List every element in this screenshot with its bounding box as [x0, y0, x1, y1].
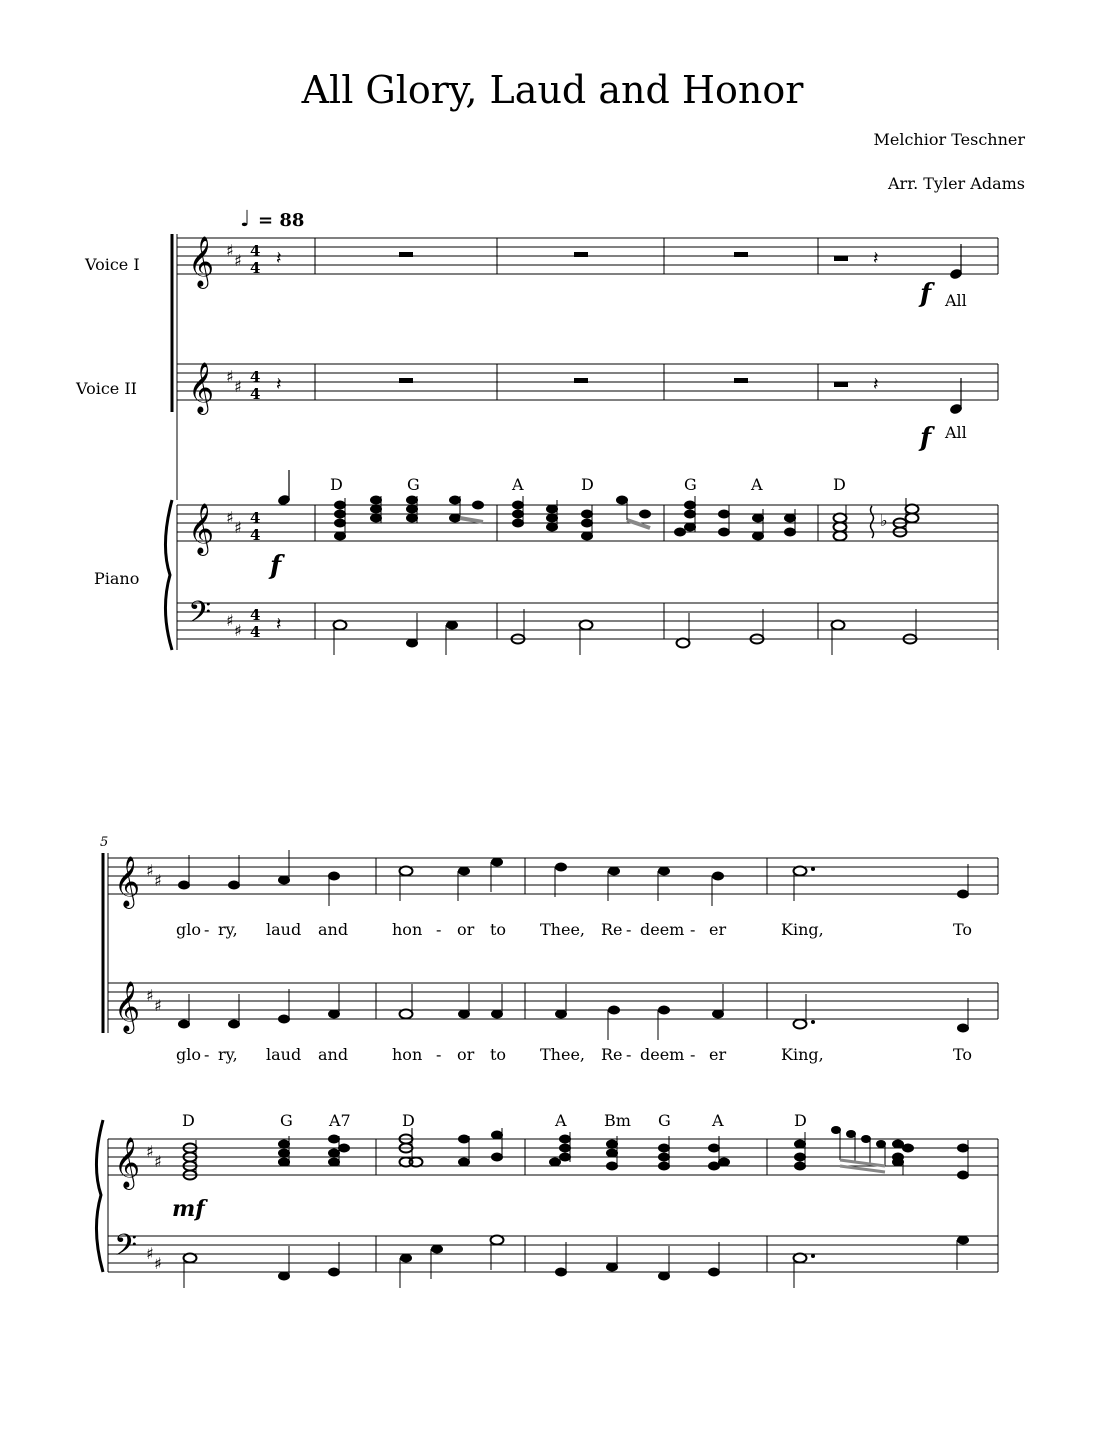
lyric-syllable: Thee, — [540, 920, 585, 939]
chord-symbol: A — [555, 1111, 567, 1130]
quarter-rest-icon: 𝄽 — [276, 374, 282, 395]
dynamic-forte: f — [270, 551, 282, 581]
lyrics-voice1 — [176, 920, 972, 939]
chord-stack — [606, 1136, 618, 1171]
time-sig-top: 4 — [250, 509, 261, 527]
treble-clef-icon: 𝄞 — [114, 856, 141, 907]
time-sig-top: 4 — [250, 606, 261, 624]
lyric-syllable: To — [953, 920, 973, 939]
lyric-syllable: er — [709, 1045, 727, 1064]
chord-symbol: G — [280, 1111, 293, 1130]
system-1 — [165, 234, 998, 655]
lyric-syllable: To — [953, 1045, 973, 1064]
quarter-rest-icon: 𝄽 — [276, 248, 282, 269]
half-rest-icon — [834, 382, 848, 387]
chord-symbol: A — [512, 475, 524, 494]
sharp-icon: ♯ — [154, 1254, 162, 1273]
dynamic-forte: f — [920, 423, 932, 453]
chord-stack — [184, 1140, 197, 1180]
chord-symbol: D — [581, 475, 594, 494]
lyrics-voice2 — [176, 1045, 972, 1064]
chord-symbol: A7 — [329, 1111, 351, 1130]
tempo-text: = 88 — [258, 210, 305, 231]
lyric-syllable: hon — [392, 1045, 423, 1064]
lyric-hyphen: - — [436, 920, 442, 939]
chord-stack — [658, 1136, 670, 1171]
chord-stack — [834, 505, 847, 541]
sharp-icon: ♯ — [226, 611, 234, 630]
lyric-hyphen: - — [626, 1045, 632, 1064]
chord-stack — [278, 1136, 290, 1167]
whole-rest-icon — [574, 378, 588, 383]
lyric-syllable: to — [490, 1045, 507, 1064]
chord-stack — [708, 1136, 730, 1171]
chord-stack — [549, 1132, 571, 1167]
lyric-syllable: deem — [640, 1045, 685, 1064]
lyric-hyphen: - — [690, 920, 696, 939]
part-name-voice1: Voice I — [85, 255, 140, 274]
lyric-syllable: Re — [601, 1045, 623, 1064]
chord-symbol: D — [794, 1111, 807, 1130]
lyric-syllable: glo — [176, 920, 201, 939]
whole-rest-icon — [574, 252, 588, 257]
chord-stack — [794, 1132, 806, 1171]
sharp-icon: ♯ — [234, 621, 242, 640]
sharp-icon: ♯ — [146, 861, 154, 880]
time-sig-top: 4 — [250, 368, 261, 386]
chord-stack — [491, 1128, 503, 1162]
treble-clef-icon: 𝄞 — [114, 1137, 141, 1188]
lyric-syllable: or — [457, 1045, 475, 1064]
part-name-voice2: Voice II — [76, 379, 137, 398]
chord-stack — [406, 496, 418, 524]
staff-voice1-sys2 — [108, 850, 998, 909]
chord-stack — [458, 1135, 470, 1167]
lyric-syllable: ry, — [218, 1045, 238, 1064]
lyric-syllable: and — [318, 920, 349, 939]
sharp-icon: ♯ — [234, 377, 242, 396]
sharp-icon: ♯ — [146, 986, 154, 1005]
staff-voice2-sys1 — [177, 362, 998, 453]
lyric-syllable: Thee, — [540, 1045, 585, 1064]
part-name-piano: Piano — [94, 569, 140, 588]
sharp-icon: ♯ — [154, 996, 162, 1015]
lyric-syllable: or — [457, 920, 475, 939]
lyric-hyphen: - — [204, 1045, 210, 1064]
whole-rest-icon — [399, 378, 413, 383]
lyric-syllable: King, — [781, 920, 824, 939]
lyric-syllable: laud — [266, 920, 302, 939]
sharp-icon: ♯ — [226, 241, 234, 260]
chord-stack — [334, 498, 346, 541]
lyric-syllable: and — [318, 1045, 349, 1064]
chord-stack — [449, 496, 484, 523]
quarter-rest-icon: 𝄽 — [873, 248, 879, 269]
dynamic-mezzo-forte: mf — [172, 1196, 205, 1222]
flat-icon: ♭ — [880, 511, 888, 530]
piano-brace — [165, 500, 172, 650]
treble-clef-icon: 𝄞 — [114, 981, 141, 1032]
staff-piano-bass-sys1 — [177, 596, 998, 655]
sharp-icon: ♯ — [146, 1142, 154, 1161]
whole-rest-icon — [734, 378, 748, 383]
chord-symbol: D — [833, 475, 846, 494]
lyric-syllable: laud — [266, 1045, 302, 1064]
half-rest-icon — [834, 256, 848, 261]
time-sig-top: 4 — [250, 242, 261, 260]
chord-stack — [581, 505, 593, 541]
sharp-icon: ♯ — [234, 251, 242, 270]
chord-stack — [674, 496, 696, 537]
quarter-rest-icon: 𝄽 — [873, 374, 879, 395]
chord-symbol: D — [402, 1111, 415, 1130]
sharp-icon: ♯ — [146, 1244, 154, 1263]
chord-symbols-sys1 — [330, 475, 846, 494]
chord-stack — [718, 505, 730, 537]
chord-symbol: A — [751, 475, 763, 494]
lyric-syllable: deem — [640, 920, 685, 939]
lyric-syllable: er — [709, 920, 727, 939]
chord-stack — [512, 496, 524, 528]
chord-symbol: A — [712, 1111, 724, 1130]
chord-symbol: G — [658, 1111, 671, 1130]
treble-clef-icon: 𝄞 — [188, 236, 215, 287]
lyric-hyphen: - — [204, 920, 210, 939]
chord-symbols-sys2 — [182, 1111, 807, 1130]
lyric-hyphen: - — [436, 1045, 442, 1064]
chord-stack — [370, 496, 382, 524]
lyric-syllable: glo — [176, 1045, 201, 1064]
composer-credit: Melchior Teschner — [873, 130, 1025, 149]
chord-symbol: G — [684, 475, 697, 494]
sharp-icon: ♯ — [234, 518, 242, 537]
staff-piano-treble-sys1 — [177, 470, 998, 650]
arpeggio-icon — [871, 506, 874, 538]
tempo-note-icon: ♩ — [240, 207, 251, 232]
lyric-syllable: King, — [781, 1045, 824, 1064]
time-sig-bottom: 4 — [250, 385, 261, 403]
quarter-rest-icon: 𝄽 — [276, 614, 282, 635]
whole-rest-icon — [399, 252, 413, 257]
measure-number: 5 — [100, 835, 109, 850]
arranger-credit: Arr. Tyler Adams — [887, 174, 1025, 193]
chord-symbol: D — [330, 475, 343, 494]
chord-symbol: Bm — [604, 1111, 631, 1130]
sharp-icon: ♯ — [226, 508, 234, 527]
time-sig-bottom: 4 — [250, 526, 261, 544]
lyric-syllable: ry, — [218, 920, 238, 939]
staff-voice2-sys2 — [108, 981, 998, 1040]
lyric-hyphen: - — [626, 920, 632, 939]
staff-voice1-sys1 — [177, 236, 998, 310]
lyric-all: All — [945, 423, 967, 442]
sharp-icon: ♯ — [154, 1152, 162, 1171]
lyric-syllable: hon — [392, 920, 423, 939]
piano-brace — [96, 1120, 103, 1272]
chord-stack — [957, 1140, 969, 1180]
time-sig-bottom: 4 — [250, 259, 261, 277]
dynamic-forte: f — [920, 279, 932, 309]
treble-clef-icon: 𝄞 — [188, 362, 215, 413]
sharp-icon: ♯ — [154, 871, 162, 890]
chord-symbol: D — [182, 1111, 195, 1130]
bass-clef-icon: 𝄢 — [114, 1229, 138, 1270]
sharp-icon: ♯ — [226, 367, 234, 386]
chord-stack — [894, 498, 919, 537]
chord-stack — [400, 1128, 423, 1167]
system-2 — [96, 835, 998, 1288]
lyric-syllable: Re — [601, 920, 623, 939]
sixteenth-run — [831, 1126, 886, 1172]
time-sig-bottom: 4 — [250, 623, 261, 641]
staff-piano-bass-sys2 — [108, 1229, 998, 1288]
whole-rest-icon — [734, 252, 748, 257]
bass-clef-icon: 𝄢 — [188, 596, 212, 637]
lyric-hyphen: - — [690, 1045, 696, 1064]
treble-clef-icon: 𝄞 — [188, 503, 215, 554]
staff-piano-treble-sys2 — [108, 1126, 998, 1272]
lyric-all: All — [945, 291, 967, 310]
lyric-syllable: to — [490, 920, 507, 939]
chord-symbol: G — [407, 475, 420, 494]
score-title: All Glory, Laud and Honor — [301, 68, 804, 112]
